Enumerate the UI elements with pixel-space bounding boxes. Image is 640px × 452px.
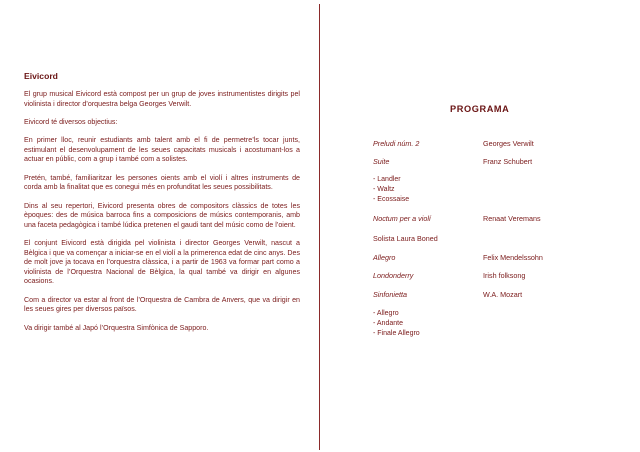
movement-item: - Allegro: [373, 310, 399, 317]
composer-name: Georges Verwilt: [483, 139, 534, 148]
movement-item: - Andante: [373, 320, 403, 327]
composer-name: Renaat Veremans: [483, 214, 541, 223]
movement-item: - Finale Allegro: [373, 330, 420, 337]
composer-name: Felix Mendelssohn: [483, 253, 543, 262]
paragraph-anvers: Com a director va estar al front de l’Orquestra de Cambra de Anvers, que va dirigir en les seues gires per diversos països.: [24, 295, 300, 314]
left-page: [0, 0, 319, 452]
paragraph-second-objective: Pretén, també, familiaritzar les persones oients amb el violí i altres instruments de corda amb la finalitat que es conegui més en profunditat les seues possibilitats.: [24, 173, 300, 192]
paragraph-director-bio: El conjunt Eivicord està dirigida pel violinista i director Georges Verwilt, nascut a Bèlgica i que va començar a iniciar-se en el violí a la primerenca edat de cinc anys. Des de molt jove ja tocava en l’orquestra clàssica, i a partir de 1963 va formar part como a violinista de l’Orquestra Nacional de Bèlgica, la qual també va dirigir en algunes ocasions.: [24, 238, 301, 286]
composer-name: Franz Schubert: [483, 157, 533, 166]
ensemble-title: Eivicord: [24, 71, 58, 81]
piece-title: Londonderry: [373, 271, 414, 280]
paragraph-japan: Va dirigir també al Japó l’Orquestra Simfònica de Sapporo.: [24, 323, 209, 332]
movement-item: - Waltz: [373, 186, 395, 193]
program-item-allegro: [373, 253, 543, 262]
sinfonietta-movements: [373, 309, 420, 339]
composer-name: W.A. Mozart: [483, 290, 523, 299]
piece-title: Suite: [373, 157, 390, 166]
paragraph-first-objective: En primer lloc, reunir estudiants amb talent amb el fi de permetre’ls tocar junts, estimulant el desenvolupament de les seues capacitats musicals i acostumant-los a actuar en públic, com a grup i també com a solistes.: [24, 136, 300, 164]
soloist-line: [373, 234, 438, 243]
movement-item: - Ecossaise: [373, 196, 410, 203]
piece-title: Allegro: [373, 253, 396, 262]
program-item-nocturn: [373, 214, 541, 223]
piece-title: Preludi núm. 2: [373, 139, 420, 148]
right-page: [320, 0, 640, 452]
program-item-preludi: [373, 139, 534, 148]
program-title: PROGRAMA: [450, 104, 510, 114]
movement-item: - Landler: [373, 176, 401, 183]
paragraph-intro: El grup musical Eivicord està compost per un grup de joves instrumentistes dirigits pel violinista i director d’orquestra belga Georges Verwilt.: [24, 90, 300, 108]
composer-name: Irish folksong: [483, 271, 526, 280]
program-item-suite: [373, 157, 533, 166]
suite-movements: [373, 175, 409, 205]
program-item-londonderry: [373, 271, 526, 280]
left-page-content: [24, 71, 300, 342]
paragraph-repertoire: Dins al seu repertori, Eivicord presenta obres de compositors clàssics de totes les èpoques: des de música barroca fins a composicions de músics contemporanis, amb una faceta pedagògica i també lúdica pretenen el gaudi tant del músic como de l’oient.: [24, 201, 300, 229]
paragraph-objectives: Eivicord té diversos objectius:: [24, 117, 118, 126]
piece-title: Sinfonietta: [373, 290, 407, 299]
soloist-name: Solista Laura Boned: [373, 234, 438, 243]
piece-title: Noctum per a violí: [373, 214, 431, 223]
program-item-sinfonietta: [373, 290, 523, 299]
